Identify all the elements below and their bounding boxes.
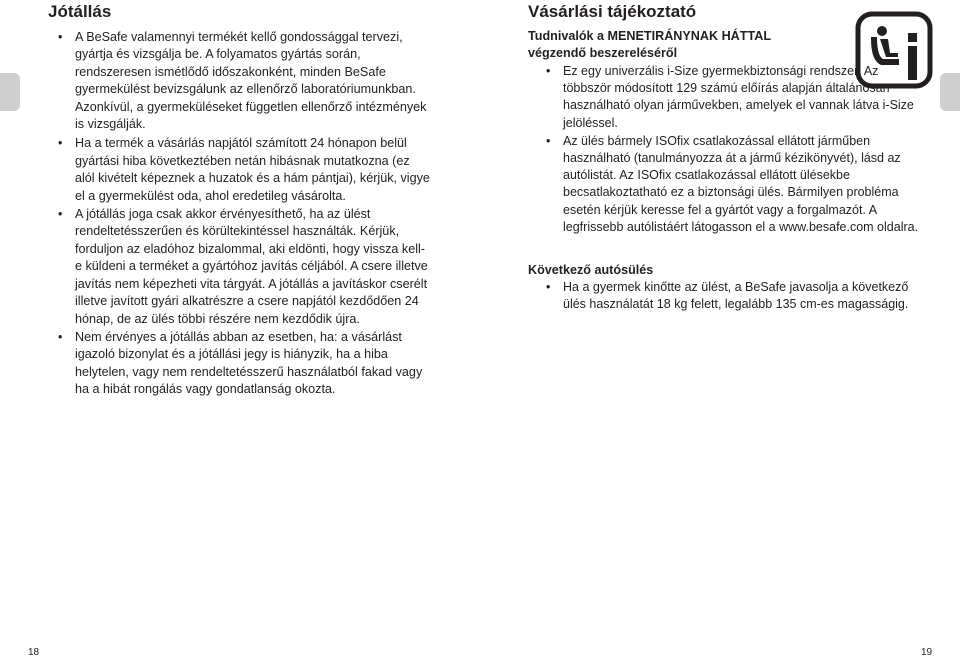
next-seat-title: Következő autósülés	[528, 263, 654, 277]
next-seat-bullet-1: • Ha a gyermek kinőtte az ülést, a BeSafe javasolja a következő ülés használatát 18 kg felett, legalább 135 cm-es magasságig.	[546, 279, 926, 313]
rear-facing-title: Tudnivalók a MENETIRÁNYNAK HÁTTAL végzendő beszereléséről	[528, 29, 771, 60]
page-edge-tab-right	[940, 73, 960, 111]
warranty-bullet-4: • Nem érvényes a jótállás abban az esetben, ha: a vásárlást igazoló bizonylat és a jótállási jegy is hiányzik, ha a hiba helytelen, vagy nem rendeltetésszerű használatból fakad vagy ha a hibát rongálás vagy gondatlanság okozta.	[58, 329, 430, 399]
rear-facing-bullet-1-text: Ez egy univerzális i-Size gyermekbiztonsági rendszer. Az többször módosított 129 számú előírás alapján általánosan használható olyan járművekben, amelyek el vannak látva i-Size jelöléssel.	[563, 64, 914, 130]
purchase-info-heading: Vásárlási tájékoztató	[528, 2, 697, 21]
child-seat-info-icon	[855, 11, 933, 89]
page-edge-tab-left	[0, 73, 20, 111]
warranty-bullet-1: • A BeSafe valamennyi termékét kellő gondossággal tervezi, gyártja és vizsgálja be. A folyamatos gyártás során, rendszeresen ismétlődő időszakonként, minden BeSafe gyermekülést bevizsgálunk az ellenőrző laboratóriumunkban. Azonkívül, a gyermeküléseket független ellenőrző intézmények is vizsgálják.	[58, 29, 430, 133]
page-number-left: 18	[28, 647, 40, 658]
next-seat-list	[546, 279, 926, 313]
warranty-list	[58, 29, 430, 399]
page-number-right: 19	[921, 647, 933, 658]
warranty-heading: Jótállás	[48, 2, 112, 21]
rear-facing-bullet-2: • Az ülés bármely ISOfix csatlakozással ellátott járműben használható (tanulmányozza át a jármű kézikönyvét), lásd az autólistát. Az ISOfix csatlakozással ellátott ülésekbe becsatlakoztatható ez a biztonsági ülés. Bármilyen probléma esetén kérjük keresse fel a gyártót vagy a forgalmazót. A legfrissebb autólistáért látogasson el a www.besafe.com oldalra.	[546, 133, 926, 236]
warranty-bullet-3: • A jótállás joga csak akkor érvényesíthető, ha az ülést rendeltetésszerűen és körültekintéssel használták. Kérjük, forduljon az eladóhoz bizalommal, aki eldönti, hogy vissza kell-e küldeni a terméket a gyártóhoz javítás céljából. A csere illetve javítás nem képezheti vita tárgyát. A jótállás a javításkor cserélt illetve javított gyári alkatrészre a csere napjától kezdődően 24 hónap, de az ülés többi részére nem kezdődik újra.	[58, 206, 430, 328]
warranty-bullet-2: • Ha a termék a vásárlás napjától számított 24 hónapon belül gyártási hiba következtében netán hibásnak mutatkozna (ez alól kivételt képeznek a huzatok és a hám pántjai), kérjük, vigye el a gyermekülést oda, ahol eredetileg vásárolta.	[58, 135, 430, 205]
